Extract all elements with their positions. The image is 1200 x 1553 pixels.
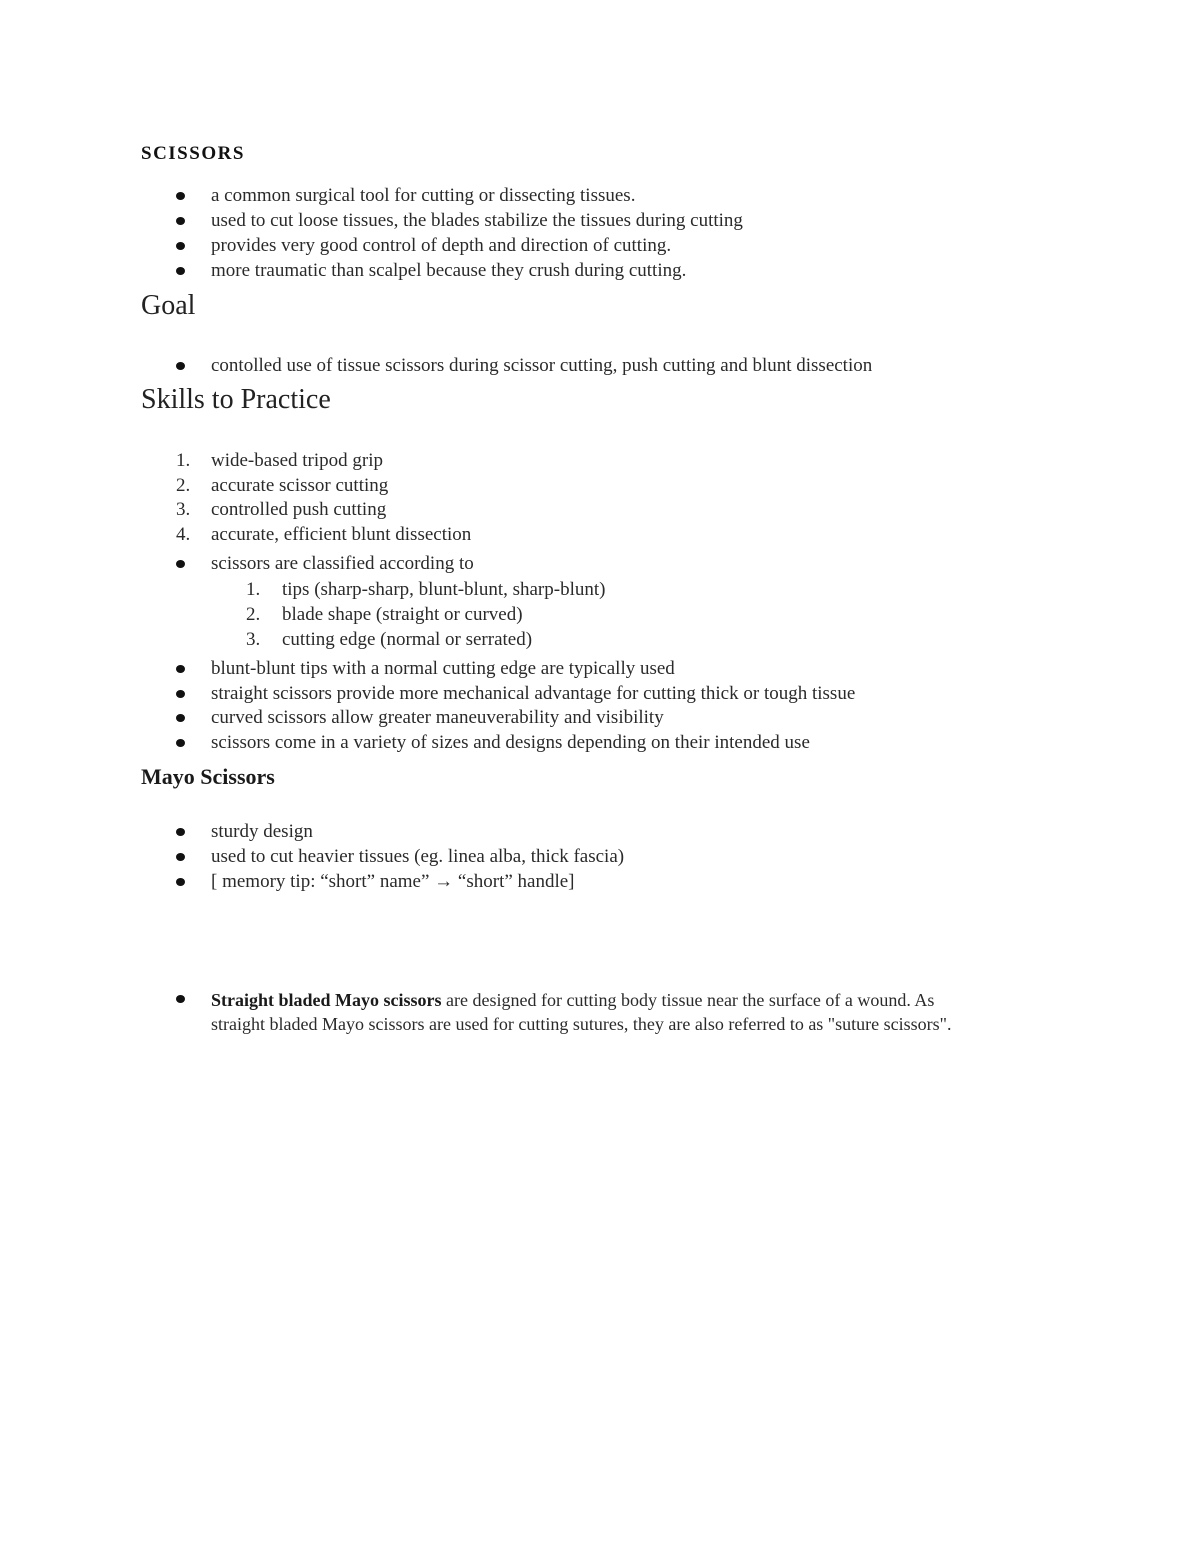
bullet-dot — [176, 362, 185, 370]
straight-mayo-line2: straight bladed Mayo scissors are used for cutting sutures, they are also referred to as "suture scissors". — [211, 1014, 952, 1034]
bullet-dot — [176, 828, 185, 836]
bullet-dot — [176, 560, 185, 568]
list-number: 4. — [176, 524, 191, 545]
bullet-dot — [176, 242, 185, 250]
list-number: 3. — [176, 499, 191, 520]
bullet-dot — [176, 853, 185, 861]
bullet-dot — [176, 192, 185, 200]
list-item: scissors come in a variety of sizes and designs depending on their intended use — [211, 732, 810, 753]
bullet-dot — [176, 739, 185, 747]
list-number: 3. — [246, 629, 261, 650]
bullet-dot — [176, 690, 185, 698]
bullet-dot — [176, 267, 185, 275]
numbered-item: controlled push cutting — [211, 499, 387, 520]
numbered-subitem: cutting edge (normal or serrated) — [282, 629, 533, 650]
numbered-item: accurate, efficient blunt dissection — [211, 524, 472, 545]
section-title-goal: Goal — [141, 290, 196, 321]
straight-mayo-rest: are designed for cutting body tissue near the surface of a wound. As — [441, 990, 935, 1010]
list-number: 2. — [176, 475, 191, 496]
bullet-dot — [176, 217, 185, 225]
list-item: provides very good control of depth and direction of cutting. — [211, 235, 672, 256]
section-title-mayo: Mayo Scissors — [141, 764, 275, 789]
list-number: 2. — [246, 604, 261, 625]
list-item: more traumatic than scalpel because they crush during cutting. — [211, 260, 687, 281]
straight-mayo-paragraph — [211, 988, 952, 1036]
list-item: contolled use of tissue scissors during scissor cutting, push cutting and blunt dissection — [211, 355, 873, 376]
numbered-item: accurate scissor cutting — [211, 475, 389, 496]
section-title-scissors: SCISSORS — [141, 143, 245, 164]
straight-mayo-bold: Straight bladed Mayo scissors — [211, 990, 442, 1010]
list-number: 1. — [246, 579, 261, 600]
section-title-skills: Skills to Practice — [141, 384, 331, 415]
bullet-dot — [176, 665, 185, 673]
list-item: straight scissors provide more mechanical advantage for cutting thick or tough tissue — [211, 683, 856, 704]
list-item: sturdy design — [211, 821, 313, 842]
list-item: curved scissors allow greater maneuverability and visibility — [211, 707, 664, 728]
numbered-subitem: blade shape (straight or curved) — [282, 604, 523, 625]
list-item: used to cut heavier tissues (eg. linea alba, thick fascia) — [211, 846, 625, 867]
list-number: 1. — [176, 450, 191, 471]
numbered-item: wide-based tripod grip — [211, 450, 384, 471]
list-item: used to cut loose tissues, the blades stabilize the tissues during cutting — [211, 210, 743, 231]
list-item: [ memory tip: “short” name” → “short” handle] — [211, 871, 575, 892]
bullet-dot — [176, 878, 185, 886]
numbered-subitem: tips (sharp-sharp, blunt-blunt, sharp-blunt) — [282, 579, 606, 600]
list-item: blunt-blunt tips with a normal cutting edge are typically used — [211, 658, 675, 679]
list-item: a common surgical tool for cutting or dissecting tissues. — [211, 185, 636, 206]
bullet-dot — [176, 714, 185, 722]
bullet-dot — [176, 995, 185, 1003]
list-item: scissors are classified according to — [211, 553, 474, 574]
